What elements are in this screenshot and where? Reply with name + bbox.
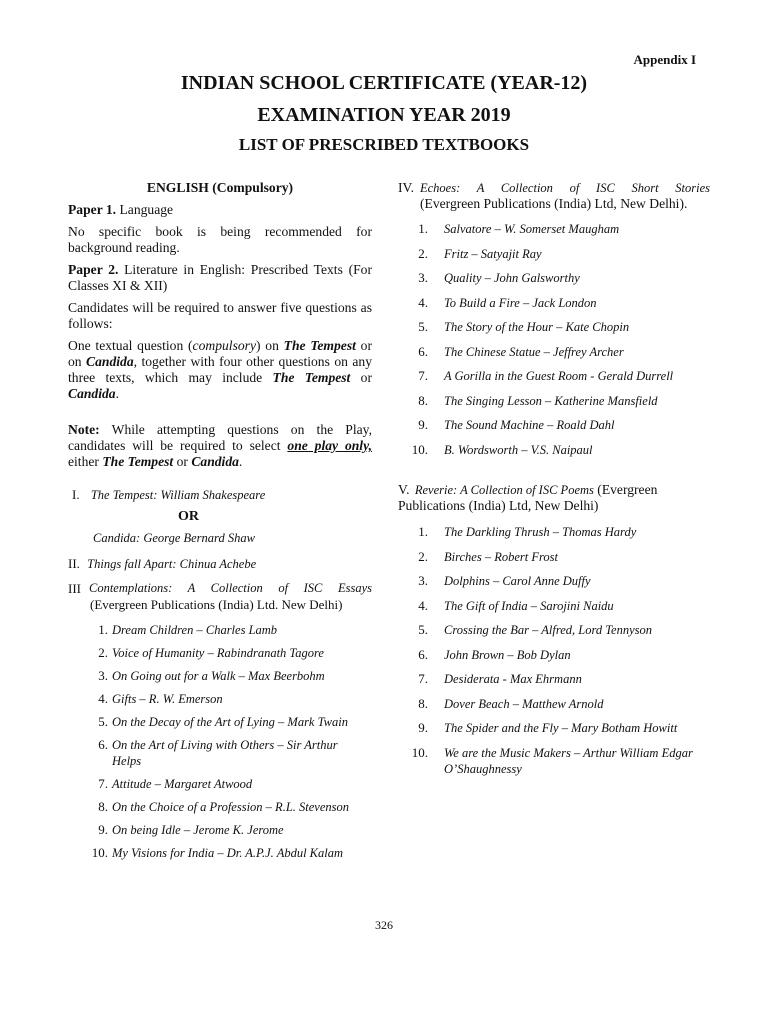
question-text: , together with four other questions on any three texts, which may include — [68, 354, 372, 385]
paper1-text: Language — [116, 202, 174, 217]
book-4-publisher: (Evergreen Publications (India) Ltd, New Delhi). — [420, 196, 688, 211]
list-item — [410, 442, 710, 458]
book-2-number: II. — [68, 556, 80, 571]
book-4-title: Echoes: A Collection of ISC Short Stories — [420, 181, 710, 195]
list-item — [410, 720, 710, 736]
list-item-number: 1. — [98, 622, 108, 637]
list-item — [410, 221, 710, 237]
note-text: either — [68, 454, 103, 469]
list-item — [410, 524, 710, 540]
question-text: or — [350, 370, 372, 385]
list-item-text: We are the Music Makers – Arthur William Edgar O’Shaughnessy — [444, 745, 693, 776]
list-item-number: 8. — [98, 799, 108, 814]
stories-list — [410, 221, 710, 458]
list-item — [88, 737, 368, 769]
section-heading: LIST OF PRESCRIBED TEXTBOOKS — [238, 135, 530, 154]
list-item-number: 6. — [98, 737, 108, 752]
list-item-number: 10. — [411, 744, 428, 760]
list-item-number: 8. — [418, 695, 428, 711]
list-item-number: 2. — [418, 245, 428, 261]
list-item-text: Birches – Robert Frost — [444, 549, 558, 564]
list-item — [410, 696, 710, 712]
list-item-text: The Gift of India – Sarojini Naidu — [444, 598, 614, 613]
list-item — [88, 714, 368, 730]
question-paragraph — [68, 338, 372, 402]
list-item-number: 7. — [98, 776, 108, 791]
paper2-text: Literature in English: Prescribed Texts (For Classes XI & XII) — [68, 262, 373, 293]
list-item-text: On the Choice of a Profession – R.L. Stevenson — [112, 800, 350, 814]
list-item-text: A Gorilla in the Guest Room - Gerald Durrell — [444, 369, 674, 383]
list-item-text: Attitude – Margaret Atwood — [112, 777, 253, 791]
list-item — [410, 573, 710, 589]
book-4 — [398, 180, 710, 212]
book-3 — [68, 581, 372, 613]
list-item — [410, 368, 710, 384]
list-item-number: 5. — [98, 714, 108, 729]
list-item-number: 10. — [91, 845, 108, 860]
list-item-number: 2. — [98, 645, 108, 660]
list-item-number: 3. — [98, 668, 108, 683]
list-item-text: The Sound Machine – Roald Dahl — [444, 418, 615, 432]
list-item-text: On the Art of Living with Others – Sir Arthur Helps — [112, 738, 338, 768]
book-3-publisher: (Evergreen Publications (India) Ltd. New Delhi) — [90, 597, 343, 612]
question-text: ) on — [255, 338, 284, 353]
list-item — [410, 622, 710, 638]
note-text: or — [173, 454, 192, 469]
question-text: One textual question ( — [68, 338, 193, 353]
list-item — [88, 691, 368, 707]
list-item-number: 2. — [418, 548, 428, 564]
list-item-text: B. Wordsworth – V.S. Naipaul — [444, 442, 593, 457]
list-item-number: 10. — [411, 441, 428, 457]
list-item-text: The Chinese Statue – Jeffrey Archer — [444, 344, 624, 359]
book-1-title: The Tempest: William Shakespeare — [90, 488, 266, 502]
list-item — [410, 647, 710, 663]
list-item — [410, 671, 710, 687]
list-item-text: On being Idle – Jerome K. Jerome — [112, 823, 284, 837]
list-item — [410, 393, 710, 409]
list-item-number: 1. — [418, 221, 428, 236]
book-4-number: IV. — [398, 180, 414, 195]
paper2-label: Paper 2. — [68, 262, 119, 277]
note-label: Note: — [68, 422, 100, 437]
list-item — [88, 845, 368, 861]
compulsory-text: compulsory — [192, 338, 256, 353]
list-item-number: 9. — [418, 720, 428, 735]
paper2-line — [68, 262, 372, 294]
list-item-text: On the Decay of the Art of Lying – Mark Twain — [112, 715, 348, 729]
list-item-number: 6. — [418, 343, 428, 359]
list-item-text: Dream Children – Charles Lamb — [112, 623, 278, 637]
list-item-text: My Visions for India – Dr. A.P.J. Abdul Kalam — [112, 846, 344, 860]
book-5-number: V. — [398, 482, 410, 497]
list-item-text: Desiderata - Max Ehrmann — [444, 672, 582, 686]
list-item-text: Dover Beach – Matthew Arnold — [444, 696, 604, 711]
list-item — [88, 668, 368, 684]
book-1-number: I. — [72, 487, 80, 502]
book-5-publisher: (Evergreen Publications (India) Ltd, New Delhi) — [398, 482, 658, 513]
note-text: While attempting questions on the Play, candidates will be required to select — [68, 422, 372, 453]
note-paragraph — [68, 422, 372, 470]
appendix-label: Appendix I — [633, 52, 696, 67]
list-item-number: 7. — [418, 671, 428, 686]
list-item — [410, 745, 710, 777]
list-item — [410, 549, 710, 565]
subject-heading: ENGLISH (Compulsory) — [146, 180, 294, 195]
candidates-paragraph: Candidates will be required to answer five questions as follows: — [68, 300, 372, 331]
tempest-title: The Tempest — [272, 370, 351, 385]
list-item — [88, 776, 368, 792]
book-3-number: III — [68, 581, 81, 596]
list-item-text: Salvatore – W. Somerset Maugham — [444, 222, 620, 236]
page-number: 326 — [375, 918, 393, 932]
list-item-text: The Singing Lesson – Katherine Mansfield — [444, 393, 658, 408]
book-2-title: Things fall Apart: Chinua Achebe — [87, 557, 257, 571]
candida-title: Candida — [86, 354, 134, 369]
one-play-only-text: one play only, — [287, 438, 373, 453]
list-item-number: 8. — [418, 392, 428, 408]
list-item — [88, 799, 368, 815]
essays-list — [88, 622, 368, 861]
list-item-number: 9. — [418, 417, 428, 432]
document-subtitle: EXAMINATION YEAR 2019 — [257, 104, 511, 126]
document-title: INDIAN SCHOOL CERTIFICATE (YEAR-12) — [180, 72, 588, 94]
list-item-text: Voice of Humanity – Rabindranath Tagore — [112, 646, 324, 660]
tempest-title: The Tempest — [102, 454, 174, 469]
paper1-line — [68, 202, 372, 218]
list-item-text: Gifts – R. W. Emerson — [112, 692, 223, 706]
list-item-number: 3. — [418, 573, 428, 588]
note-text: . — [238, 454, 243, 469]
list-item-text: The Darkling Thrush – Thomas Hardy — [444, 525, 637, 539]
list-item — [410, 270, 710, 286]
list-item-number: 5. — [418, 622, 428, 637]
list-item — [88, 622, 368, 638]
list-item — [88, 645, 368, 661]
list-item-number: 1. — [418, 524, 428, 539]
book-3-title: Contemplations: A Collection of ISC Essays — [89, 581, 372, 595]
list-item-number: 4. — [98, 691, 108, 706]
no-book-paragraph: No specific book is being recommended for background reading. — [68, 224, 372, 255]
book-1 — [72, 487, 265, 503]
question-text: . — [115, 386, 119, 401]
list-item-text: Dolphins – Carol Anne Duffy — [444, 574, 591, 588]
question-text: or on — [68, 338, 372, 369]
paper1-label: Paper 1. — [68, 202, 117, 217]
list-item — [410, 246, 710, 262]
list-item-text: Quality – John Galsworthy — [444, 271, 580, 285]
list-item-text: John Brown – Bob Dylan — [444, 647, 571, 662]
list-item-number: 3. — [418, 270, 428, 285]
list-item-number: 4. — [418, 294, 428, 310]
book-5-title: Reverie: A Collection of ISC Poems — [414, 483, 594, 497]
poems-list — [410, 524, 710, 777]
list-item-text: Fritz – Satyajit Ray — [444, 246, 542, 261]
list-item — [410, 319, 710, 335]
list-item-number: 9. — [98, 822, 108, 837]
list-item-text: Crossing the Bar – Alfred, Lord Tennyson — [444, 623, 653, 637]
left-column-intro — [68, 180, 372, 408]
list-item-text: To Build a Fire – Jack London — [444, 295, 597, 310]
list-item — [410, 344, 710, 360]
book-5 — [398, 482, 698, 514]
list-item-number: 7. — [418, 368, 428, 383]
list-item-number: 5. — [418, 319, 428, 334]
book-2 — [68, 556, 256, 572]
list-item — [410, 417, 710, 433]
or-text: OR — [178, 509, 199, 524]
list-item-number: 4. — [418, 597, 428, 613]
list-item — [88, 822, 368, 838]
candida-title: Candida — [68, 386, 116, 401]
list-item-number: 6. — [418, 646, 428, 662]
book-1-alternative: Candida: George Bernard Shaw — [93, 531, 255, 545]
list-item-text: The Story of the Hour – Kate Chopin — [444, 320, 630, 334]
list-item-text: The Spider and the Fly – Mary Botham Howitt — [444, 721, 678, 735]
list-item — [410, 295, 710, 311]
tempest-title: The Tempest — [283, 338, 356, 353]
list-item — [410, 598, 710, 614]
list-item-text: On Going out for a Walk – Max Beerbohm — [112, 669, 325, 683]
candida-title: Candida — [191, 454, 239, 469]
